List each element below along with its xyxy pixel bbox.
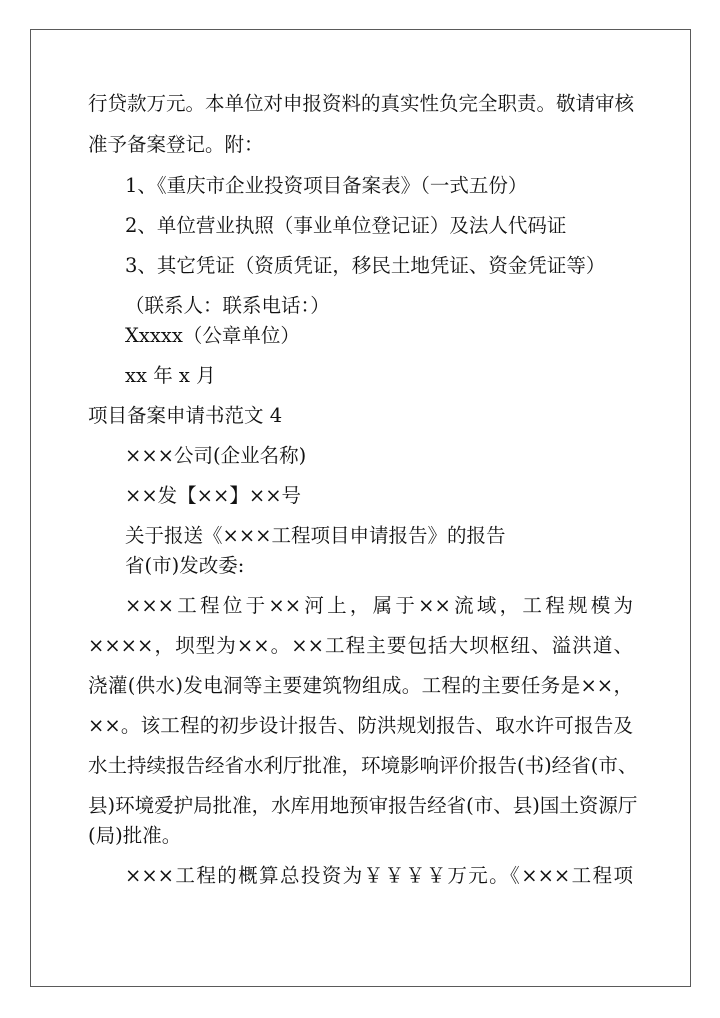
- attachment-item-2: 2、单位营业执照（事业单位登记证）及法人代码证: [125, 214, 567, 237]
- document-number: ××发【××】××号: [125, 484, 302, 507]
- paragraph-1-line-6: 县)环境爱护局批准，水库用地预审报告经省(市、县)国土资源厅: [88, 794, 638, 817]
- date-line: xx 年 x 月: [125, 364, 216, 387]
- section-heading: 项目备案申请书范文 4: [88, 404, 283, 427]
- body-line-1: 行贷款万元。本单位对申报资料的真实性负完全职责。敬请审核: [88, 92, 635, 115]
- seal-line: Xxxxx（公章单位）: [125, 324, 300, 347]
- paragraph-1-line-7: (局)批准。: [88, 824, 182, 847]
- report-title: 关于报送《×××工程项目申请报告》的报告: [125, 524, 506, 547]
- attachment-item-1: 1、《重庆市企业投资项目备案表》（一式五份）: [125, 174, 528, 197]
- paragraph-1-line-4: ××。该工程的初步设计报告、防洪规划报告、取水许可报告及: [88, 714, 633, 737]
- attachment-item-3: 3、其它凭证（资质凭证，移民土地凭证、资金凭证等）: [125, 254, 606, 277]
- contact-line: （联系人：联系电话：）: [125, 294, 330, 317]
- paragraph-1-line-5: 水土持续报告经省水利厅批准，环境影响评价报告(书)经省(市、: [88, 754, 638, 777]
- paragraph-2-line-1: ×××工程的概算总投资为￥￥￥￥万元。《×××工程项: [125, 864, 633, 887]
- recipient-line: 省(市)发改委:: [125, 554, 245, 577]
- paragraph-1-line-3: 浇灌(供水)发电洞等主要建筑物组成。工程的主要任务是××，: [88, 674, 633, 697]
- body-line-2: 准予备案登记。附：: [88, 133, 264, 156]
- paragraph-1-line-1: ×××工程位于××河上，属于××流域，工程规模为: [125, 594, 633, 617]
- company-line: ×××公司(企业名称): [125, 444, 307, 467]
- paragraph-1-line-2: ××××，坝型为××。××工程主要包括大坝枢纽、溢洪道、: [88, 634, 633, 657]
